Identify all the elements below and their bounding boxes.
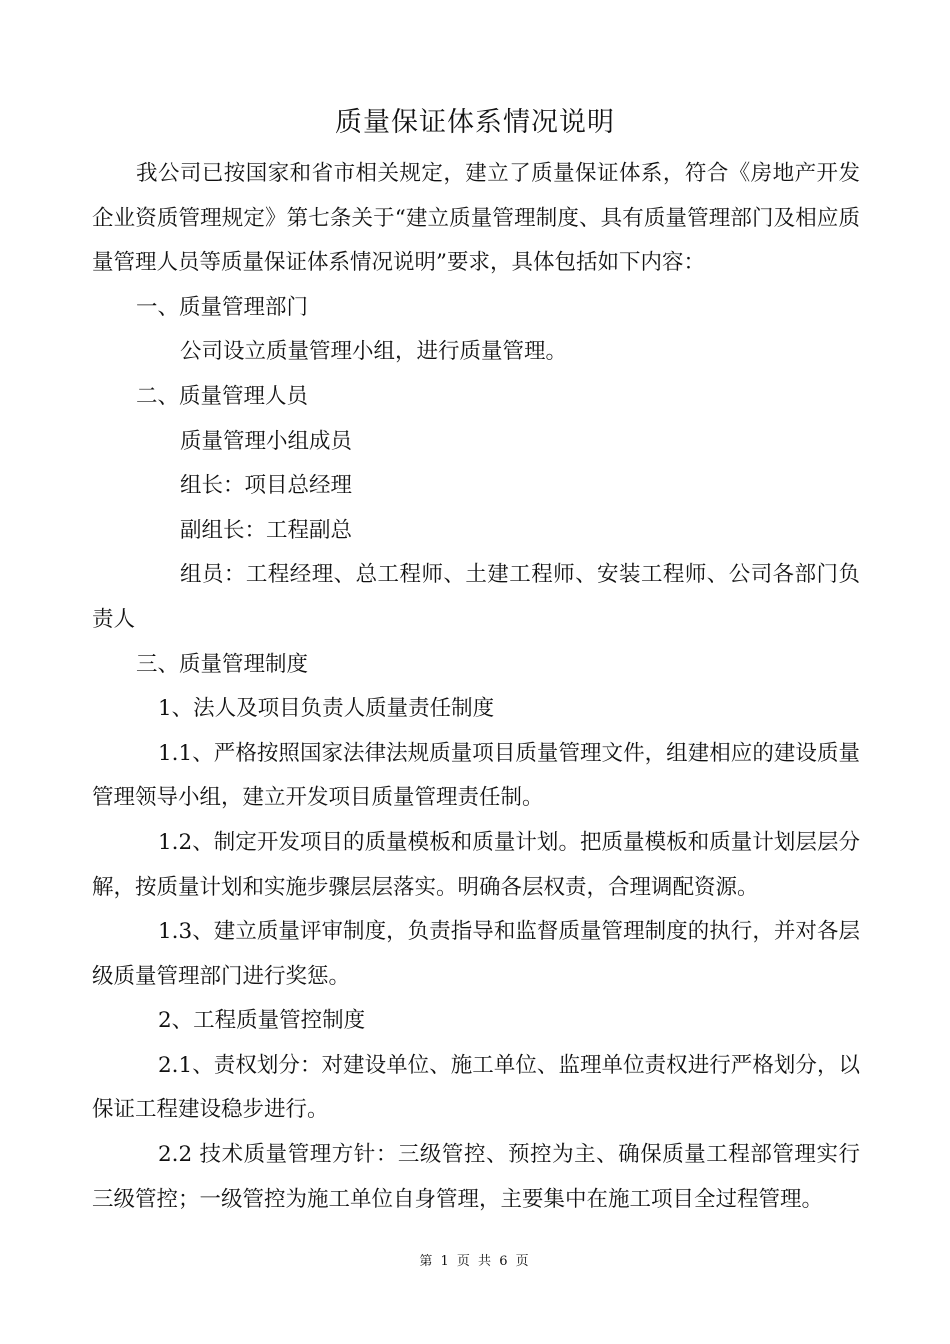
item-1-1: 1.1、严格按照国家法律法规质量项目质量管理文件，组建相应的建设质量管理领导小组，建立开发项目质量管理责任制。 bbox=[92, 740, 860, 811]
section-2-heading: 二、质量管理人员 bbox=[136, 383, 309, 409]
section-2-deputy: 副组长：工程副总 bbox=[180, 517, 353, 543]
document-body bbox=[92, 152, 860, 1222]
section-2-staff: 组员：工程经理、总工程师、土建工程师、安装工程师、公司各部门负责人 bbox=[92, 562, 860, 632]
item-1-3: 1.3、建立质量评审制度，负责指导和监督质量管理制度的执行，并对各层级质量管理部门进行奖惩。 bbox=[92, 919, 860, 989]
item-1-heading: 1、法人及项目负责人质量责任制度 bbox=[158, 696, 495, 722]
intro-paragraph: 我公司已按国家和省市相关规定，建立了质量保证体系，符合《房地产开发企业资质管理规定》第七条关于“建立质量管理制度、具有质量管理部门及相应质量管理人员等质量保证体系情况说明”要求，具体包括如下内容： bbox=[92, 161, 860, 276]
page-footer: 第 1 页 共 6 页 bbox=[419, 1254, 531, 1269]
item-2-heading: 2、工程质量管控制度 bbox=[158, 1008, 366, 1034]
document-title: 质量保证体系情况说明 bbox=[335, 107, 615, 138]
item-2-2: 2.2 技术质量管理方针：三级管控、预控为主、确保质量工程部管理实行三级管控；一级管控为施工单位自身管理，主要集中在施工项目全过程管理。 bbox=[92, 1142, 860, 1212]
item-2-1: 2.1、责权划分：对建设单位、施工单位、监理单位责权进行严格划分，以保证工程建设稳步进行。 bbox=[92, 1052, 860, 1123]
section-1-body: 公司设立质量管理小组，进行质量管理。 bbox=[180, 339, 568, 365]
item-1-2: 1.2、制定开发项目的质量模板和质量计划。把质量模板和质量计划层层分解，按质量计划和实施步骤层层落实。明确各层权责，合理调配资源。 bbox=[92, 829, 860, 900]
section-1-heading: 一、质量管理部门 bbox=[136, 294, 309, 320]
section-2-leader: 组长：项目总经理 bbox=[180, 473, 353, 499]
section-2-members: 质量管理小组成员 bbox=[180, 428, 353, 454]
section-3-heading: 三、质量管理制度 bbox=[136, 651, 309, 677]
